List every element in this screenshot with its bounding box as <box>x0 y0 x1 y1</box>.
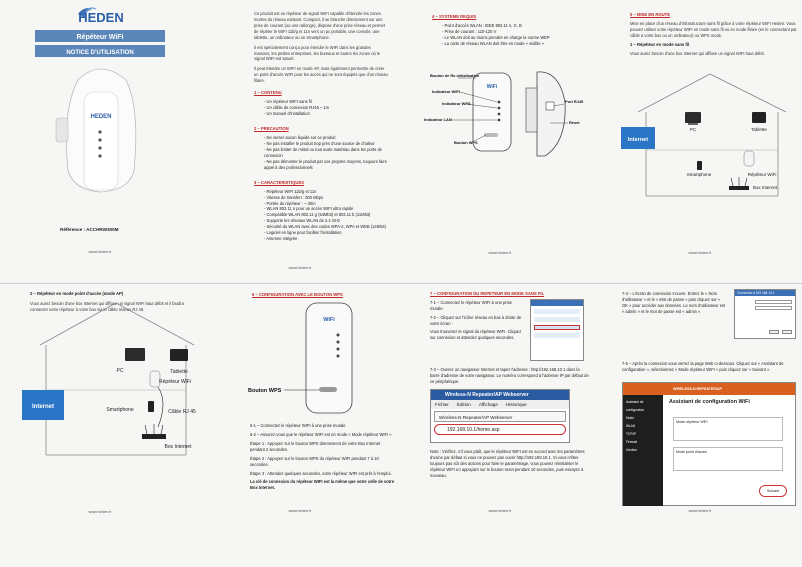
tablette-label: Tablette <box>751 127 767 132</box>
page-footer: www.heden.fr <box>688 251 712 255</box>
cover-panel <box>0 0 200 283</box>
repeater-device-image <box>56 69 136 192</box>
list-item: - Point d'accès WLAN : IEEE 802.11 n, G, B <box>442 23 592 29</box>
login-dialog <box>734 289 796 339</box>
system-heading: 4 – SYSTEME REQUIS <box>432 14 477 19</box>
intro-paragraph-3: Il peut étendre un WIFI en mode AP, mais également permettre de créer un point d'accès WIFI pour les accès qui ne sont équipés que d'un réseau filaire. <box>254 66 388 84</box>
cover-footer: www.heden.fr <box>88 250 112 254</box>
cover-subtitle: NOTICE D'UTILISATION <box>66 50 134 56</box>
label-rj45: Port RJ45 <box>565 99 584 104</box>
fold-line-horizontal <box>0 283 802 284</box>
page-footer: www.heden.fr <box>488 508 512 513</box>
cover-title: Répéteur WiFi <box>76 34 124 41</box>
wizard-option-label: Mode répéteur WiFi <box>676 420 708 424</box>
mise-paragraph-2: Vous aurez besoin d'une box Internet qui diffuse un signal WIFI haut débit. <box>630 50 765 56</box>
list-item: - Répéteur WIFI 11b/g et 11n <box>264 189 388 195</box>
box-label: Box Internet <box>752 185 778 190</box>
wizard-menu-item[interactable]: Assistant de configuration <box>626 400 645 412</box>
house-diagram-wireless <box>600 0 800 283</box>
wps-button-label: Bouton WPS <box>248 388 282 394</box>
wps-etape-2: Étape 2 : Appuyez sur le bouton WPS du répéteur WIFI pendant 7 à 10 secondes. <box>250 455 379 467</box>
reference-text: Référence : ACCHRW300M <box>60 227 119 232</box>
house-diagram-ap <box>0 283 200 566</box>
login-dialog-title: Connexion à 192.168.10.1 <box>735 290 795 296</box>
contenu-heading: 1 – CONTENU <box>254 90 282 96</box>
menu-affichage[interactable]: Affichage <box>478 402 498 407</box>
list-item: - Portée du répéteur : ~ 30m <box>264 201 388 207</box>
wizard-title: Assistant de configuration WiFi <box>669 399 750 405</box>
list-item: - Vitesse de transfert : 300 Mbps <box>264 195 388 201</box>
list-item: - Ne pas démonter le produit par vos propres moyens, toujours faire appel à des professionnels <box>264 159 388 171</box>
config-note: Note : Vérifiez, s'il vous plaît, que le répéteur WIFI est en accord avec les paramètres d'usine par défaut si vous ne pouvez pas ouvrir http://192.168.10.1. Si vous n'êtes toujours pas sûr des actions pour faire le paramétrage, vous pouvez réinitialiser le répéteur WIFI en appuyant sur le bouton reset pendant 10 secondes, puis essayez à nouveau. <box>430 449 585 478</box>
list-item: - Antenne intégrée <box>264 236 388 242</box>
list-item: - Un manuel d'installation <box>264 111 388 117</box>
wizard-option-label: Mode point d'accès <box>676 450 707 454</box>
box-icon <box>142 434 166 439</box>
wizard-sidebar <box>623 395 663 506</box>
wizard-menu-item[interactable]: TCP/IP <box>626 432 637 436</box>
repeteur-label: Répéteur WiFi <box>747 172 777 177</box>
menu-fichier[interactable]: Fichier <box>435 402 449 407</box>
box-label: Box Internet <box>164 444 192 450</box>
pc-icon <box>125 348 145 361</box>
precaution-list <box>264 135 388 171</box>
page-footer: www.heden.fr <box>288 508 312 513</box>
mise-en-route-panel <box>600 0 800 283</box>
carac-heading: 3 – CARACTERISTIQUES <box>254 179 305 185</box>
config-step-2: 7-2 – Cliquez sur l'icône réseau en bas à droite de votre écran : <box>430 314 522 326</box>
cover-graphic <box>0 0 200 283</box>
device-side <box>537 72 565 156</box>
config-panel <box>400 283 600 566</box>
list-item: - Ne pas limiter de métal ou tout autre matériau dans les ports de connexion <box>264 147 388 159</box>
list-item: - WLAN 802.11 n pour un accès WIFI ultra rapide <box>264 206 388 212</box>
contenu-list <box>264 99 388 117</box>
list-item: - Supporte les réseaux WLAN de 2.4 GHz <box>264 218 388 224</box>
config-step-1: 7-1 – Connectez le répéteur WIFI à une prise murale. <box>430 300 512 312</box>
label-lan: Indicateur LAN <box>424 117 452 122</box>
pc-label: PC <box>116 368 124 374</box>
label-wifi: Indicateur WIFI <box>432 89 460 94</box>
box-icon <box>729 186 749 190</box>
wizard-menu-item[interactable]: Mode <box>626 416 634 420</box>
device-logo-text: WiFi <box>323 317 335 323</box>
precaution-heading: 2 – PRECAUTION <box>254 126 289 131</box>
menu-historique[interactable]: Historique <box>505 402 527 407</box>
browser-menubar <box>431 400 569 409</box>
login-panel <box>600 283 800 566</box>
smartphone-label: Smartphone <box>686 172 712 177</box>
wizard-screenshot <box>622 382 796 506</box>
login-step-5: 7-5 – Après la connexion vous verrez la page Web ci-dessous. Cliquez sur « Assistant de configuration », sélectionnez « Mode répéteur WIFI » puis cliquez sur « Suivant ». <box>622 361 784 372</box>
intro-panel <box>200 0 400 283</box>
wps-note: La clé de connexion du répéteur WIFI est la même que votre celle de votre Box Internet. <box>250 479 395 491</box>
label-reinit: Bouton de Re-initialisation <box>430 73 480 78</box>
list-item: - Un répéteur WIFI sans fil <box>264 99 388 105</box>
login-step-4: 7-4 – L'écran de connexion s'ouvre. Entrez le « Nom d'utilisateur » et le « Mot de passe » puis cliquez sur « OK » pour accéder aux données. Le nom d'utilisateur est « admin » et le mot de passe est « admin ». <box>622 291 726 314</box>
label-wps-led: Indicateur WPS <box>442 101 471 106</box>
pc-label: PC <box>689 127 697 132</box>
wizard-next-button[interactable]: Suivant <box>759 485 787 497</box>
device-logo-text: WiFi <box>486 84 498 90</box>
smartphone-icon <box>697 161 702 170</box>
intro-paragraph-1: Ce produit est un répéteur de signal WIFI capable d'étendre les zones mortes du réseau existant. Compact, il se branche directement sur une prise de courant (ou une rallonge), dispose d'une prise réseau et permet de répéter le WIFI 11b/g et 11n vers un pc portable, une console, une tablette, un ordinateur ou un Smartphone. <box>254 11 385 40</box>
password-field[interactable] <box>755 306 792 310</box>
wps-etape-1: Étape 1 : Appuyez sur le bouton WPS directement de votre Box Internet pendant 2 secondes. <box>250 440 381 452</box>
list-item: - La carte de réseau WLAN doit être en mode « visible » <box>442 41 592 47</box>
wps-button-shape <box>319 387 337 392</box>
ok-button[interactable] <box>769 330 779 334</box>
mise-paragraph: Mise en place d'un réseau d'infrastructure sans fil grâce à votre répéteur WIFI Heden. Vous pouvez utiliser votre répéteur WIFI en mode sans fil ou en mode filaire (en le connectant par câble à votre box ou un ordinateur) ou WPS mode. <box>630 21 797 38</box>
wizard-brand: WIRELESS-N REPEATER/AP <box>623 383 795 395</box>
repeteur-label: Répéteur WiFi <box>159 379 191 385</box>
list-item: - Un câble de connexion RJ45 – 1m <box>264 105 388 111</box>
ap-paragraph: Vous aurez besoin d'une box Internet qui diffuse un signal WIFI haut débit et il faudra connecter votre répéteur à votre box via le câble réseau RJ 45. <box>30 301 184 313</box>
list-item: - Ne verser aucun liquide sur ce produit <box>264 135 388 141</box>
mise-subheading: 1 – Répéteur en mode sans fil <box>630 41 690 47</box>
wizard-option-ap[interactable] <box>673 447 783 471</box>
config-step-2b: Vous trouverez le signal du répéteur WIFI. Cliquez sur connexion et attendez quelques secondes. <box>430 328 522 340</box>
cable-label: Câble RJ 45 <box>168 409 196 415</box>
pc-icon <box>685 112 701 123</box>
list-item: - Logiciel en ligne pour faciliter l'installation <box>264 230 388 236</box>
heden-logo <box>78 8 124 25</box>
address-bar[interactable]: 192.168.10.1/home.asp <box>434 424 566 435</box>
internet-label: Internet <box>31 404 55 410</box>
carac-list <box>264 189 388 242</box>
label-wps-button: Bouton WPS <box>454 140 478 145</box>
list-item: - Compatible WLAN 802.11 g (54Mbit) et 802.11 b (11Mbit) <box>264 212 388 218</box>
browser-screenshot <box>430 389 570 443</box>
mise-heading: 5 – MISE EN ROUTE <box>630 12 671 17</box>
wps-step-2: 6-2 – Assurez-vous que le répéteur WIFI est en mode « Mode répéteur WIFI » <box>250 431 392 437</box>
username-field[interactable] <box>755 300 792 304</box>
list-item: - Le WLAN doit au moins prendre en charge la norme WEP <box>442 35 592 41</box>
cable-line <box>158 387 163 427</box>
browser-tab[interactable]: Wireless-N Repeater/AP Webserver <box>434 411 566 422</box>
ap-panel <box>0 283 200 566</box>
wps-etape-3: Étape 3 : Attendez quelques secondes, votre répéteur WIFI est prêt à l'emploi. <box>250 470 392 476</box>
tablet-icon <box>752 112 766 123</box>
intro-paragraph-2: Il est spécialement conçu pour étendre le WIFI dans les grandes maisons, les petites entreprises, les bureaux et toutes les zones où le signal WIFI est saturé. <box>254 44 381 62</box>
network-popup <box>530 299 584 361</box>
page-footer: www.heden.fr <box>688 508 712 513</box>
brand-text: HEDEN <box>78 10 124 25</box>
menu-edition[interactable]: Édition <box>456 402 471 407</box>
wps-heading: 6 – CONFIGURATION AVEC LE BOUTON WPS <box>252 292 343 297</box>
smartphone-label: Smartphone <box>106 407 134 413</box>
system-panel <box>400 0 600 283</box>
wizard-menu-item[interactable]: Gestion <box>626 448 637 452</box>
list-item: - Sécurité du WLAN avec des codes WPA-2, WPA et WEB (128/64) <box>264 224 388 230</box>
wizard-option-repeater[interactable] <box>673 417 783 441</box>
wizard-menu-item[interactable]: WLAN <box>626 424 636 428</box>
label-reset: Reset <box>569 120 580 125</box>
tablet-icon <box>170 349 188 361</box>
config-heading: 7 – CONFIGURATION DU REPETEUR EN MODE SANS FIL <box>430 291 545 296</box>
device-diagram <box>400 0 600 283</box>
browser-title: Wireless-N Repeater/AP Webserver <box>431 390 569 400</box>
page-footer: www.heden.fr <box>488 251 512 255</box>
page-footer: www.heden.fr <box>88 510 112 514</box>
wps-step-1: 6-1 – Connectez le répéteur WIFI à une prise murale <box>250 423 346 428</box>
repeater-icon <box>744 151 754 166</box>
cancel-button[interactable] <box>782 330 792 334</box>
internet-label: Internet <box>627 137 649 143</box>
list-item: - Ne pas installer le produit trop près d'une source de chaleur <box>264 141 388 147</box>
tablette-label: Tablette <box>170 369 188 375</box>
device-logo: HEDEN <box>90 114 112 120</box>
list-item: - Prise de courant : 110-120 V <box>442 29 592 35</box>
wizard-menu-item[interactable]: Firewall <box>626 440 637 444</box>
config-step-3: 7-3 – Ouvrez un navigateur Internet et tapez l'adresse : http://192.168.10.1 dans la barre d'adresse de votre navigateur. Le numéro correspond à l'adresse IP par défaut de ce périphérique. <box>430 367 589 384</box>
smartphone-icon <box>148 401 154 412</box>
ap-heading: 2 – Répéteur en mode point d'accès (mode AP) <box>30 291 124 296</box>
wps-panel <box>200 283 400 566</box>
page-footer: www.heden.fr <box>288 265 312 270</box>
